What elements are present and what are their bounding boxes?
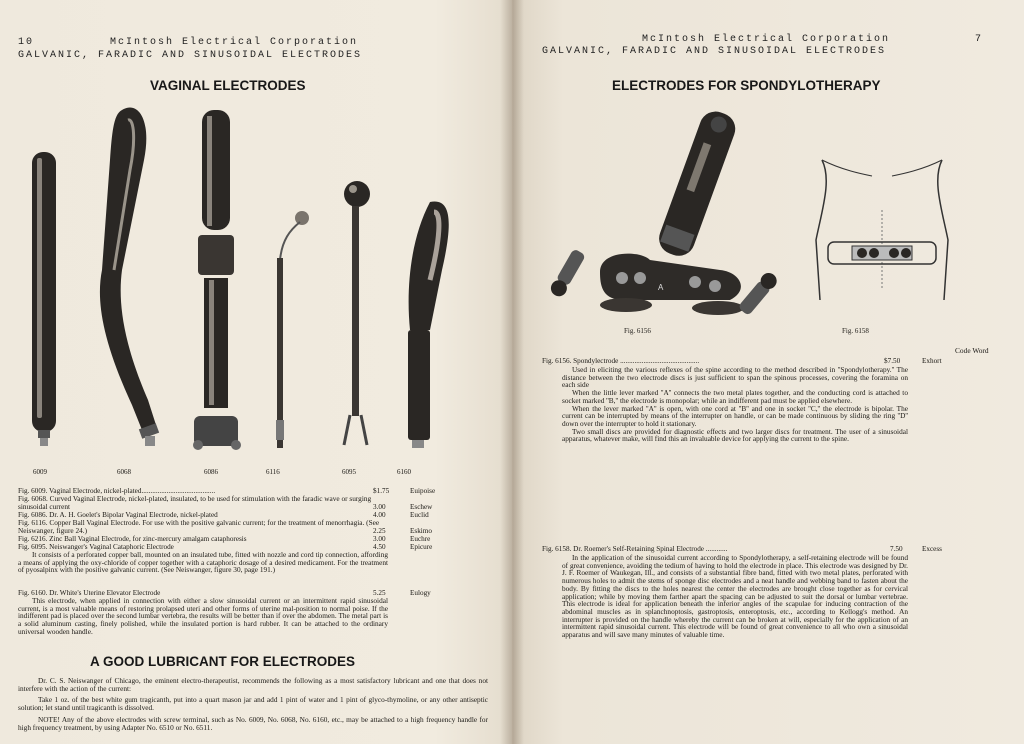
svg-text:A: A [658, 283, 664, 292]
paragraph: Used in eliciting the various reflexes of the spine according to the method described in ''Spondylotherapy.'' The distance between the two electrode discs is just sufficient to span the spinous processes, covering the foramina on each side [562, 365, 908, 390]
electrode-6086 [193, 110, 241, 450]
adapter-note: NOTE! Any of the above electrodes with screw terminal, such as No. 6009, No. 6068, No. 6160, etc., may be attached to a high frequency handle for high frequency treatment, by using Adapter No. 6510 or No. 6511. [18, 715, 488, 732]
code-word: Euipoise [410, 487, 436, 495]
item-description: Copper Ball Vaginal Electrode. For use with the positive galvanic current; for the treatment of menorrhagia. (See Neiswanger, figure 24.) [18, 518, 380, 535]
item-6156-description [562, 366, 908, 443]
page-number: 10 [18, 37, 35, 48]
cataphoric-note: It consists of a perforated copper ball, mounted on an insulated tube, fitted with nozzle and cord tip connection, affording a means of applying the oxy-chloride of copper together with a cataphoric dosage of a desired medicament. For the treatment of pyosalpinx with the positive galvanic current. (See Neiswanger, figure 30, page 191.) [18, 550, 388, 575]
item-description: Vaginal Electrode, nickel-plated [49, 487, 142, 495]
item-description: Curved Vaginal Electrode, nickel-plated, insulated, to be used for stimulation with the faradic wave or surging sinusoidal current [18, 494, 372, 511]
catalog-row: Fig. 6009. Vaginal Electrode, nickel-plated......................................... $1.75 Euipoise [18, 487, 436, 495]
item-price: 3.00 [373, 503, 386, 511]
page-number: 7 [975, 34, 984, 45]
item-price: 5.25 [373, 589, 386, 597]
vaginal-electrode-illustrations [10, 100, 490, 460]
item-description: Zinc Ball Vaginal Electrode, for zinc-mercury amalgam cataphoresis [49, 535, 247, 543]
figure-label: 6009 [33, 468, 47, 476]
fig-number: Fig. 6158. [542, 545, 572, 553]
code-word: Exhort [922, 357, 942, 365]
code-word: Epicure [410, 543, 433, 551]
code-word-header: Code Word [955, 346, 989, 355]
fig-number: Fig. 6068. [18, 494, 48, 503]
catalog-row [18, 535, 247, 543]
lubricant-title: A GOOD LUBRICANT FOR ELECTRODES [90, 654, 355, 669]
section-title: VAGINAL ELECTRODES [150, 78, 306, 93]
code-word: Euclid [410, 511, 429, 519]
item-description: Neiswanger's Vaginal Cataphoric Electrode [49, 543, 174, 551]
code-word: Eschew [410, 503, 433, 511]
running-head-company: McIntosh Electrical Corporation [110, 37, 359, 48]
fig-number: Fig. 6216. [18, 535, 48, 543]
fig-caption: Fig. 6156 [624, 327, 651, 335]
electrode-6009 [32, 152, 56, 446]
item-price: $1.75 [373, 487, 390, 495]
code-word: Eulogy [410, 589, 431, 597]
item-6158-description [562, 554, 908, 639]
electrode-6095 [344, 181, 370, 445]
code-word: Excess [922, 545, 942, 553]
item-6160-note: This electrode, when applied in connection with either a slow sinusoidal current or an intermittent rapid sinusoidal current, is a most valuable means of restoring prolapsed uteri and other forms of uterine mal-position to normal poise. If the indifferent pad is placed over the second lumbar vertebra, the results will be better than if over the abdomen. The metal part is a solid aluminum casting, finely polished, while the insulated portion is hard rubber. It can be attached to the ordinary universal wooden handle. [18, 596, 388, 636]
catalog-row [18, 495, 388, 510]
fig-caption: Fig. 6158 [842, 327, 869, 335]
electrode-6068 [100, 107, 159, 446]
fig-number: Fig. 6160. [18, 589, 48, 597]
paragraph: Two small discs are provided for diagnostic effects and two larger discs for treatment. The user of a sinusoidal apparatus, whatever make, will find this an invaluable device for applying the current to the spine. [562, 426, 908, 444]
item-description: Dr. Roemer's Self-Retaining Spinal Electrode [573, 545, 704, 553]
fig-number: Fig. 6116. [18, 518, 48, 527]
section-title: ELECTRODES FOR SPONDYLOTHERAPY [612, 78, 881, 93]
item-price: 4.00 [373, 511, 386, 519]
code-word: Euchre [410, 535, 431, 543]
item-price: 7.50 [890, 545, 903, 553]
figure-label: 6095 [342, 468, 356, 476]
item-price: 4.50 [373, 543, 386, 551]
item-price: 3.00 [373, 535, 386, 543]
figure-label: 6160 [397, 468, 411, 476]
lubricant-recipe: Take 1 oz. of the best white gum tragicanth, put into a quart mason jar and add 1 pint of water and 1 pint of glyco-thymoline, or any other antiseptic solution; let stand until tragicanth is dissolved. [18, 695, 488, 712]
paragraph: When the little lever marked ''A'' connects the two metal plates together, and the conducting cord is attached to socket marked ''B,'' the electrode is monopolar; while an indifferent pad must be applied elsewhere. [562, 388, 908, 405]
lubricant-intro: Dr. C. S. Neiswanger of Chicago, the eminent electro-therapeutist, recommends the following as a most satisfactory lubricant and one that does not interfere with the action of the current: [18, 676, 488, 693]
running-head-company: McIntosh Electrical Corporation [642, 34, 891, 45]
catalog-row: Fig. 6158. Dr. Roemer's Self-Retaining Spinal Electrode ............ [542, 545, 728, 553]
torso-belt-illustration [802, 150, 962, 300]
running-head-title: GALVANIC, FARADIC AND SINUSOIDAL ELECTRODES [542, 46, 887, 57]
fig-number: Fig. 6156. [542, 357, 572, 365]
item-price: $7.50 [884, 357, 901, 365]
electrode-6116 [276, 211, 309, 448]
catalog-row: Fig. 6156. Spondylectrode ............................................ [542, 357, 700, 365]
right-page [512, 0, 1024, 744]
running-head-title: GALVANIC, FARADIC AND SINUSOIDAL ELECTRODES [18, 50, 363, 61]
spondylectrode-illustration [540, 100, 780, 320]
figure-label: 6068 [117, 468, 131, 476]
electrode-6160 [408, 202, 449, 448]
item-description: Dr. A. H. Goelet's Bipolar Vaginal Electrode, nickel-plated [49, 511, 218, 519]
item-price: 2.25 [373, 527, 386, 535]
item-description: Dr. White's Uterine Elevator Electrode [49, 589, 161, 597]
fig-number: Fig. 6086. [18, 511, 48, 519]
fig-number: Fig. 6009. [18, 487, 48, 495]
paragraph: In the application of the sinusoidal current according to Spondylotherapy, a self-retaining electrode will be found of great convenience, avoiding the tedium of having to hold the electrode in place. This electrode was designed by Dr. J. F. Roemer of Waukegan, Ill., and consists of a substantial fibre band, fitted with two metal plates, perforated with numerous holes to admit the stems of sponge disc electrodes and a neat handle and webbing band to fasten about the body. By fitting the discs to the holes nearest the center the electrodes are brought close together as for cervical application; while by moving them farther apart the spacing can be adjusted to suit the dorsal or lumbar vertebrae. This electrode is ideal for application beneath the inferior angles of the scapulae for inducing contraction of the abdominal muscles as in splanchnoptosis, gastroptosis, enteroptosis, etc., according to Kellogg's method. An interrupter is provided on the handle whereby the current can be broken at will, especially for the application of an intermittent rapid sinusoidal current. This electrode will be found of great convenience to all who own a sinusoidal apparatus and will save many minutes of valuable time. [562, 553, 908, 640]
figure-label: 6086 [204, 468, 218, 476]
item-description: Spondylectrode [573, 357, 619, 365]
code-word: Eskimo [410, 527, 432, 535]
paragraph: When the lever marked ''A'' is open, with one cord at ''B'' and one in socket ''C,'' the electrode is bipolar. The current can be interrupted by means of the interrupter on handle, or can be made continuous by sliding the ring ''D'' down over the interrupter to hold it stationary. [562, 403, 908, 428]
figure-label: 6116 [266, 468, 280, 476]
fig-number: Fig. 6095. [18, 543, 48, 551]
catalog-row [18, 519, 388, 534]
